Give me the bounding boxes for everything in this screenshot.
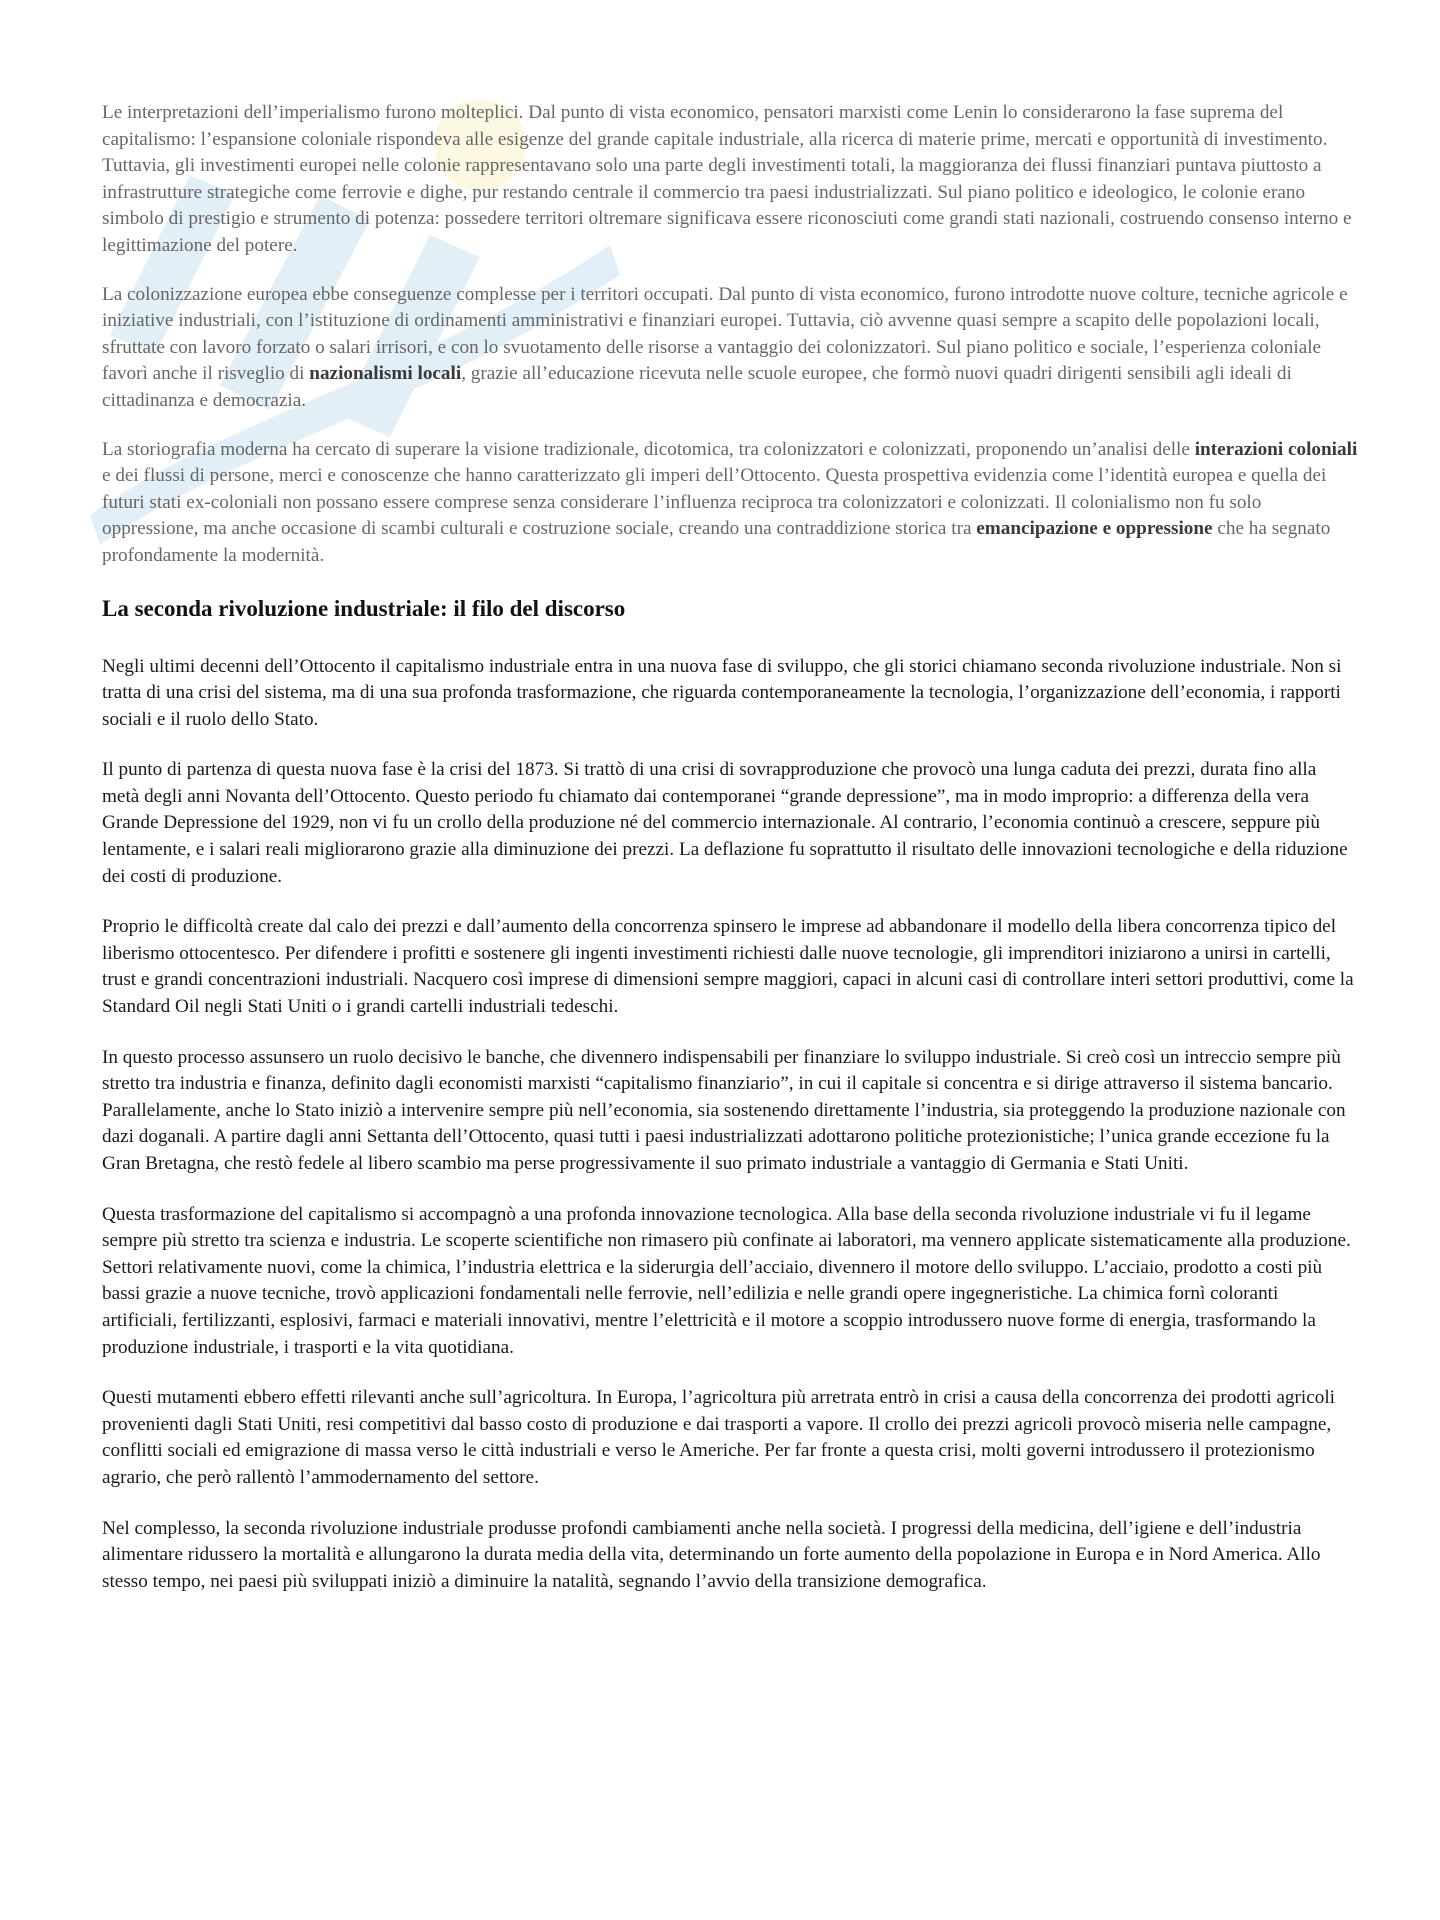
text-segment: La storiografia moderna ha cercato di superare la visione tradizionale, dicotomica, tra colonizzatori e colonizzati, proponendo un’analisi delle [102,438,1195,460]
body-paragraph: Il punto di partenza di questa nuova fase è la crisi del 1873. Si trattò di una crisi di sovrapproduzione che provocò una lunga caduta dei prezzi, durata fino alla metà degli anni Novanta dell’Ottocento. Questo periodo fu chiamato dai contemporanei “grande depressione”, ma in modo improprio: a differenza della vera Grande Depressione del 1929, non vi fu un crollo della produzione né del commercio internazionale. Al contrario, l’economia continuò a crescere, seppure più lentamente, e i salari reali migliorarono grazie alla diminuzione dei prezzi. La deflazione fu soprattutto il risultato delle innovazioni tecnologiche e della riduzione dei costi di produzione. [102,759,1348,887]
body-paragraph: In questo processo assunsero un ruolo decisivo le banche, che divennero indispensabili per finanziare lo sviluppo industriale. Si creò così un intreccio sempre più stretto tra industria e finanza, definito dagli economisti marxisti “capitalismo finanziario”, in cui il capitale si concentra e si dirige attraverso il sistema bancario. Parallelamente, anche lo Stato iniziò a intervenire sempre più nell’economia, sia sostenendo direttamente l’industria, sia proteggendo la produzione nazionale con dazi doganali. A partire dagli anni Settanta dell’Ottocento, quasi tutti i paesi industrializzati adottarono politiche protezionistiche; l’unica grande eccezione fu la Gran Bretagna, che restò fedele al libero scambio ma perse progressivamente il suo primato industriale a vantaggio di Germania e Stati Uniti. [102,1046,1346,1174]
section-body [102,654,1358,1596]
body-paragraph: Nel complesso, la seconda rivoluzione industriale produsse profondi cambiamenti anche nella società. I progressi della medicina, dell’igiene e dell’industria alimentare ridussero la mortalità e allungarono la durata media della vita, determinando un forte aumento della popolazione in Europa e in Nord America. Allo stesso tempo, nei paesi più sviluppati iniziò a diminuire la natalità, segnando l’avvio della transizione demografica. [102,1517,1321,1592]
text-segment: , grazie all’educazione ricevuta nelle scuole europee, che formò nuovi quadri dirigenti sensibili agli ideali di cittadinanza e democrazia. [102,363,1292,411]
intro-paragraph [102,282,1358,415]
body-paragraph: Questi mutamenti ebbero effetti rilevanti anche sull’agricoltura. In Europa, l’agricoltura più arretrata entrò in crisi a causa della concorrenza dei prodotti agricoli provenienti dagli Stati Uniti, resi competitivi dal basso costo di produzione e dai trasporti a vapore. Il crollo dei prezzi agricoli provocò miseria nelle campagne, conflitti sociali ed emigrazione di massa verso le città industriali e verso le Americhe. Per far fronte a questa crisi, molti governi introdussero il protezionismo agrario, che però rallentò l’ammodernamento del settore. [102,1387,1335,1488]
text-segment: La colonizzazione europea ebbe conseguenze complesse per i territori occupati. Dal punto di vista economico, furono introdotte nuove colture, tecniche agricole e iniziative industriali, con l’istituzione di ordinamenti amministrativi e finanziari europei. Tuttavia, ciò avvenne quasi sempre a scapito delle popolazioni locali, sfruttate con lavoro forzato o salari irrisori, e con lo svuotamento delle risorse a vantaggio dei colonizzatori. Sul piano politico e sociale, l’esperienza coloniale favorì anche il risveglio di [102,283,1348,385]
document-content [102,100,1358,1619]
section-heading: La seconda rivoluzione industriale: il filo del discorso [102,595,626,621]
text-segment: Le interpretazioni dell’imperialismo furono molteplici. Dal punto di vista economico, pensatori marxisti come Lenin lo considerarono la fase suprema del capitalismo: l’espansione coloniale rispondeva alle esigenze del grande capitale industriale, alla ricerca di materie prime, mercati e opportunità di investimento. Tuttavia, gli investimenti europei nelle colonie rappresentavano solo una parte degli investimenti totali, la maggioranza dei flussi finanziari puntava piuttosto a infrastrutture strategiche come ferrovie e dighe, pur restando centrale il commercio tra paesi industrializzati. Sul piano politico e ideologico, le colonie erano simbolo di prestigio e strumento di potenza: possedere territori oltremare significava essere riconosciuti come grandi stati nazionali, costruendo consenso interno e legittimazione del potere. [102,102,1352,256]
text-segment: che ha segnato profondamente la modernità. [102,518,1331,566]
body-paragraph: Questa trasformazione del capitalismo si accompagnò a una profonda innovazione tecnologica. Alla base della seconda rivoluzione industriale vi fu il legame sempre più stretto tra scienza e industria. Le scoperte scientifiche non rimasero più confinate ai laboratori, ma vennero applicate sistematicamente alla produzione. Settori relativamente nuovi, come la chimica, l’industria elettrica e la siderurgia dell’acciaio, divennero il motore dello sviluppo. L’acciaio, prodotto a costi più bassi grazie a nuove tecniche, trovò applicazioni fondamentali nelle ferrovie, nell’edilizia e nelle grandi opere ingegneristiche. La chimica fornì coloranti artificiali, fertilizzanti, esplosivi, farmaci e materiali innovativi, mentre l’elettricità e il motore a scoppio introdussero nuove forme di energia, trasformando la produzione industriale, i trasporti e la vita quotidiana. [102,1203,1351,1358]
bold-term: nazionalismi locali [309,363,462,385]
bold-term: emancipazione e oppressione [976,518,1213,540]
text-segment: e dei flussi di persone, merci e conoscenze che hanno caratterizzato gli imperi dell’Ottocento. Questa prospettiva evidenzia come l’identità europea e quella dei futuri stati ex-coloniali non possano essere comprese senza considerare l’influenza reciproca tra colonizzatori e colonizzati. Il colonialismo non fu solo oppressione, ma anche occasione di scambi culturali e costruzione sociale, creando una contraddizione storica tra [102,465,1327,540]
body-paragraph: Proprio le difficoltà create dal calo dei prezzi e dall’aumento della concorrenza spinsero le imprese ad abbandonare il modello della libera concorrenza tipico del liberismo ottocentesco. Per difendere i profitti e sostenere gli ingenti investimenti richiesti dalle nuove tecnologie, gli imprenditori iniziarono a unirsi in cartelli, trust e grandi concentrazioni industriali. Nacquero così imprese di dimensioni sempre maggiori, capaci in alcuni casi di controllare interi settori produttivi, come la Standard Oil negli Stati Uniti o i grandi cartelli industriali tedeschi. [102,916,1354,1018]
intro-paragraph [102,100,1358,260]
body-paragraph: Negli ultimi decenni dell’Ottocento il capitalismo industriale entra in una nuova fase di sviluppo, che gli storici chiamano seconda rivoluzione industriale. Non si tratta di una crisi del sistema, ma di una sua profonda trasformazione, che riguarda contemporaneamente la tecnologia, l’organizzazione dell’economia, i rapporti sociali e il ruolo dello Stato. [102,655,1342,730]
bold-term: interazioni coloniali [1194,438,1358,460]
intro-paragraph [102,437,1358,570]
intro-section [102,100,1358,570]
